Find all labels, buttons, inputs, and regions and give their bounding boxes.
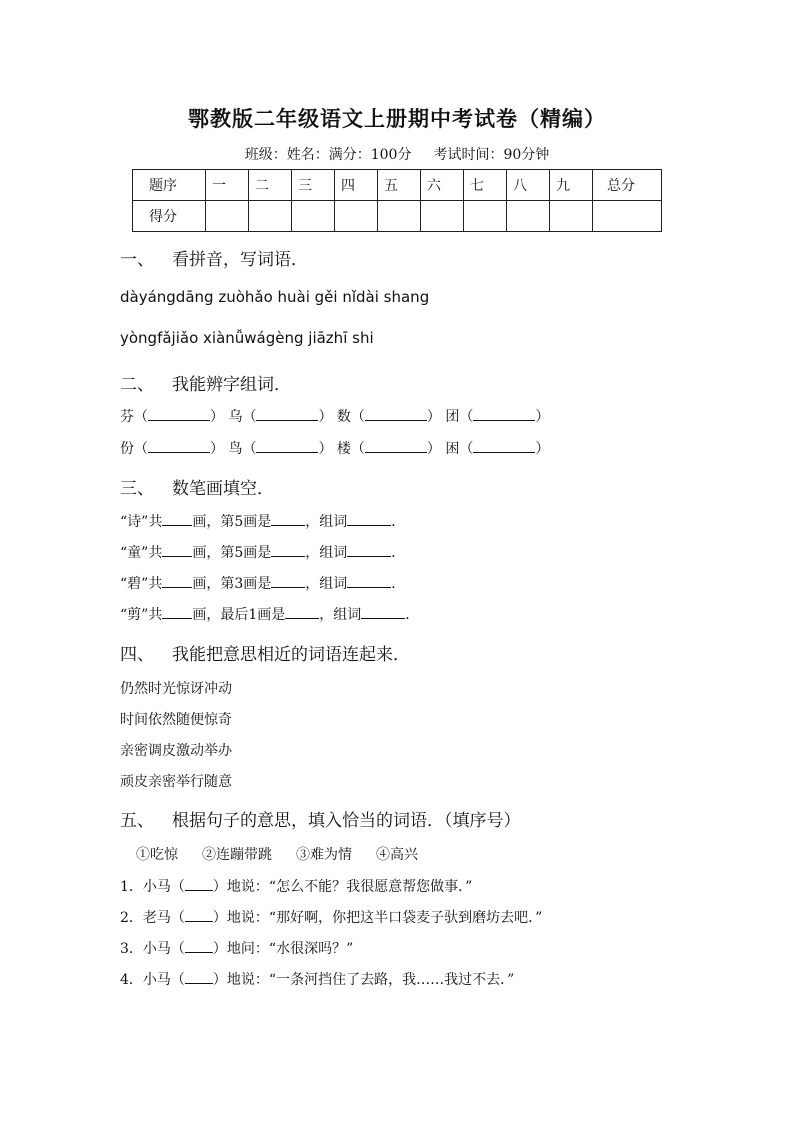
score-row-label: 得分	[133, 201, 206, 232]
paren-open: （	[242, 409, 257, 425]
section-title: 看拼音，写词语．	[172, 250, 308, 270]
section-number: 三、	[120, 479, 154, 499]
paren-close: ）	[535, 441, 550, 457]
sentence	[120, 938, 353, 958]
section-title: 我能辨字组词．	[172, 375, 291, 395]
answer-blank[interactable]	[162, 606, 192, 619]
answer-blank[interactable]	[361, 606, 405, 619]
score-table	[132, 169, 662, 232]
score-table-header-cell: 七	[464, 170, 507, 201]
score-table-header-cell: 一	[206, 170, 249, 201]
score-table-header-cell: 四	[335, 170, 378, 201]
answer-blank[interactable]	[271, 544, 305, 557]
answer-blank[interactable]	[148, 440, 210, 453]
section-heading	[120, 474, 274, 499]
answer-blank[interactable]	[185, 940, 213, 953]
exam-time-label: 考试时间：90分钟	[433, 147, 550, 163]
answer-blank[interactable]	[185, 909, 213, 922]
paren-open: （	[242, 441, 257, 457]
option: ④高兴	[376, 847, 418, 863]
stroke-end: ，组词	[305, 545, 348, 561]
stroke-question	[120, 573, 405, 593]
score-table-score-row	[133, 201, 662, 232]
sentence-pre: 小马（	[142, 941, 185, 957]
char: 乌	[228, 409, 243, 425]
paren-close: ）	[210, 441, 224, 457]
answer-blank[interactable]	[347, 513, 391, 526]
paren-open: （	[459, 409, 474, 425]
score-cell	[507, 201, 550, 232]
period: ．	[391, 514, 406, 530]
section-title: 数笔画填空．	[172, 479, 274, 499]
answer-blank[interactable]	[473, 408, 535, 421]
sentence	[120, 876, 472, 896]
paren-open: （	[459, 441, 474, 457]
answer-blank[interactable]	[256, 408, 318, 421]
stroke-char: “诗”共	[120, 514, 163, 530]
paren-open: （	[134, 409, 148, 425]
sentence	[120, 969, 514, 989]
stroke-mid: 画，第5画是	[192, 545, 272, 561]
matching-row: 亲密调皮激动举办	[120, 743, 232, 759]
sentence-number: 2．	[120, 910, 143, 926]
option: ③难为情	[296, 847, 352, 863]
answer-blank[interactable]	[347, 575, 391, 588]
sentence-pre: 老马（	[142, 910, 185, 926]
period: ．	[391, 545, 406, 561]
sentence-number: 3．	[120, 941, 143, 957]
stroke-question	[120, 604, 419, 624]
stroke-mid: 画，第3画是	[192, 576, 272, 592]
score-table-header-row	[133, 170, 662, 201]
stroke-char: “童”共	[120, 545, 163, 561]
stroke-char: “碧”共	[120, 576, 163, 592]
char: 数	[336, 409, 351, 425]
paren-open: （	[350, 409, 365, 425]
section-heading	[120, 806, 521, 831]
answer-blank[interactable]	[271, 513, 305, 526]
period: ．	[391, 576, 406, 592]
char: 份	[120, 441, 134, 457]
score-cell	[249, 201, 292, 232]
stroke-end: ，组词	[305, 514, 348, 530]
stroke-mid: 画，第5画是	[192, 514, 272, 530]
section-heading	[120, 245, 308, 270]
score-cell	[206, 201, 249, 232]
paren-close: ）	[318, 441, 333, 457]
score-cell	[292, 201, 335, 232]
paren-close: ）	[426, 441, 441, 457]
score-cell	[378, 201, 421, 232]
class-name-score-label: 班级：姓名：满分：100分	[244, 147, 412, 163]
paren-close: ）	[318, 409, 333, 425]
sentence-post: ）地说：“那好啊，你把这半口袋麦子驮到磨坊去吧．”	[212, 910, 543, 926]
char: 鸟	[228, 441, 243, 457]
answer-blank[interactable]	[162, 544, 192, 557]
score-table-header-cell: 八	[507, 170, 550, 201]
sentence-number: 1．	[120, 879, 143, 895]
paren-open: （	[350, 441, 365, 457]
section-title: 根据句子的意思，填入恰当的词语．（填序号）	[172, 811, 521, 831]
pinyin-line: dàyángdāng zuòhǎo huài gěi nǐdài shang	[120, 288, 430, 306]
matching-row: 仍然时光惊讶冲动	[120, 681, 232, 697]
matching-row: 顽皮亲密举行随意	[120, 774, 232, 790]
answer-blank[interactable]	[185, 878, 213, 891]
page-title: 鄂教版二年级语文上册期中考试卷（精编）	[188, 106, 606, 131]
score-table-header-cell: 三	[292, 170, 335, 201]
section-heading	[120, 640, 410, 665]
section-title: 我能把意思相近的词语连起来．	[172, 645, 410, 665]
score-cell	[335, 201, 378, 232]
exam-info	[0, 144, 794, 164]
answer-blank[interactable]	[473, 440, 535, 453]
paren-open: （	[134, 441, 148, 457]
sentence-pre: 小马（	[142, 972, 185, 988]
sentence-post: ）地说：“怎么不能？我很愿意帮您做事．”	[212, 879, 473, 895]
answer-blank[interactable]	[185, 971, 213, 984]
char: 困	[445, 441, 460, 457]
answer-blank[interactable]	[256, 440, 318, 453]
option-list	[136, 844, 442, 864]
section-number: 一、	[120, 250, 154, 270]
sentence-post: ）地说：“一条河挡住了去路，我……我过不去．”	[212, 972, 515, 988]
period: ．	[405, 607, 420, 623]
stroke-end: ，组词	[319, 607, 362, 623]
answer-blank[interactable]	[347, 544, 391, 557]
score-cell	[550, 201, 593, 232]
option: ②连蹦带跳	[202, 847, 272, 863]
pinyin-line: yòngfǎjiǎo xiànǚwágèng jiāzhī shi	[120, 329, 374, 347]
score-table-header-cell: 六	[421, 170, 464, 201]
char-row	[120, 438, 549, 458]
char: 团	[445, 409, 460, 425]
section-number: 二、	[120, 375, 154, 395]
paren-close: ）	[535, 409, 550, 425]
score-cell	[464, 201, 507, 232]
score-cell	[593, 201, 662, 232]
answer-blank[interactable]	[285, 606, 319, 619]
paren-close: ）	[210, 409, 224, 425]
score-table-header-cell: 总分	[593, 170, 662, 201]
answer-blank[interactable]	[148, 408, 210, 421]
sentence-pre: 小马（	[142, 879, 185, 895]
char-row	[120, 406, 549, 426]
sentence-post: ）地问：“水很深吗？”	[212, 941, 354, 957]
score-cell	[421, 201, 464, 232]
section-heading	[120, 370, 291, 395]
answer-blank[interactable]	[162, 513, 192, 526]
option: ①吃惊	[136, 847, 178, 863]
answer-blank[interactable]	[162, 575, 192, 588]
sentence-number: 4．	[120, 972, 143, 988]
score-table-header-cell: 九	[550, 170, 593, 201]
score-table-header-cell: 五	[378, 170, 421, 201]
stroke-char: “剪”共	[120, 607, 163, 623]
score-table-header-cell: 二	[249, 170, 292, 201]
section-number: 五、	[120, 811, 154, 831]
section-number: 四、	[120, 645, 154, 665]
sentence	[120, 907, 542, 927]
stroke-end: ，组词	[305, 576, 348, 592]
answer-blank[interactable]	[271, 575, 305, 588]
char: 芬	[120, 409, 134, 425]
score-table-header-cell: 题序	[133, 170, 206, 201]
answer-blank[interactable]	[365, 408, 427, 421]
paren-close: ）	[426, 409, 441, 425]
stroke-question	[120, 542, 405, 562]
stroke-mid: 画，最后1画是	[192, 607, 286, 623]
matching-row: 时间依然随便惊奇	[120, 712, 232, 728]
answer-blank[interactable]	[365, 440, 427, 453]
char: 楼	[336, 441, 351, 457]
stroke-question	[120, 511, 405, 531]
